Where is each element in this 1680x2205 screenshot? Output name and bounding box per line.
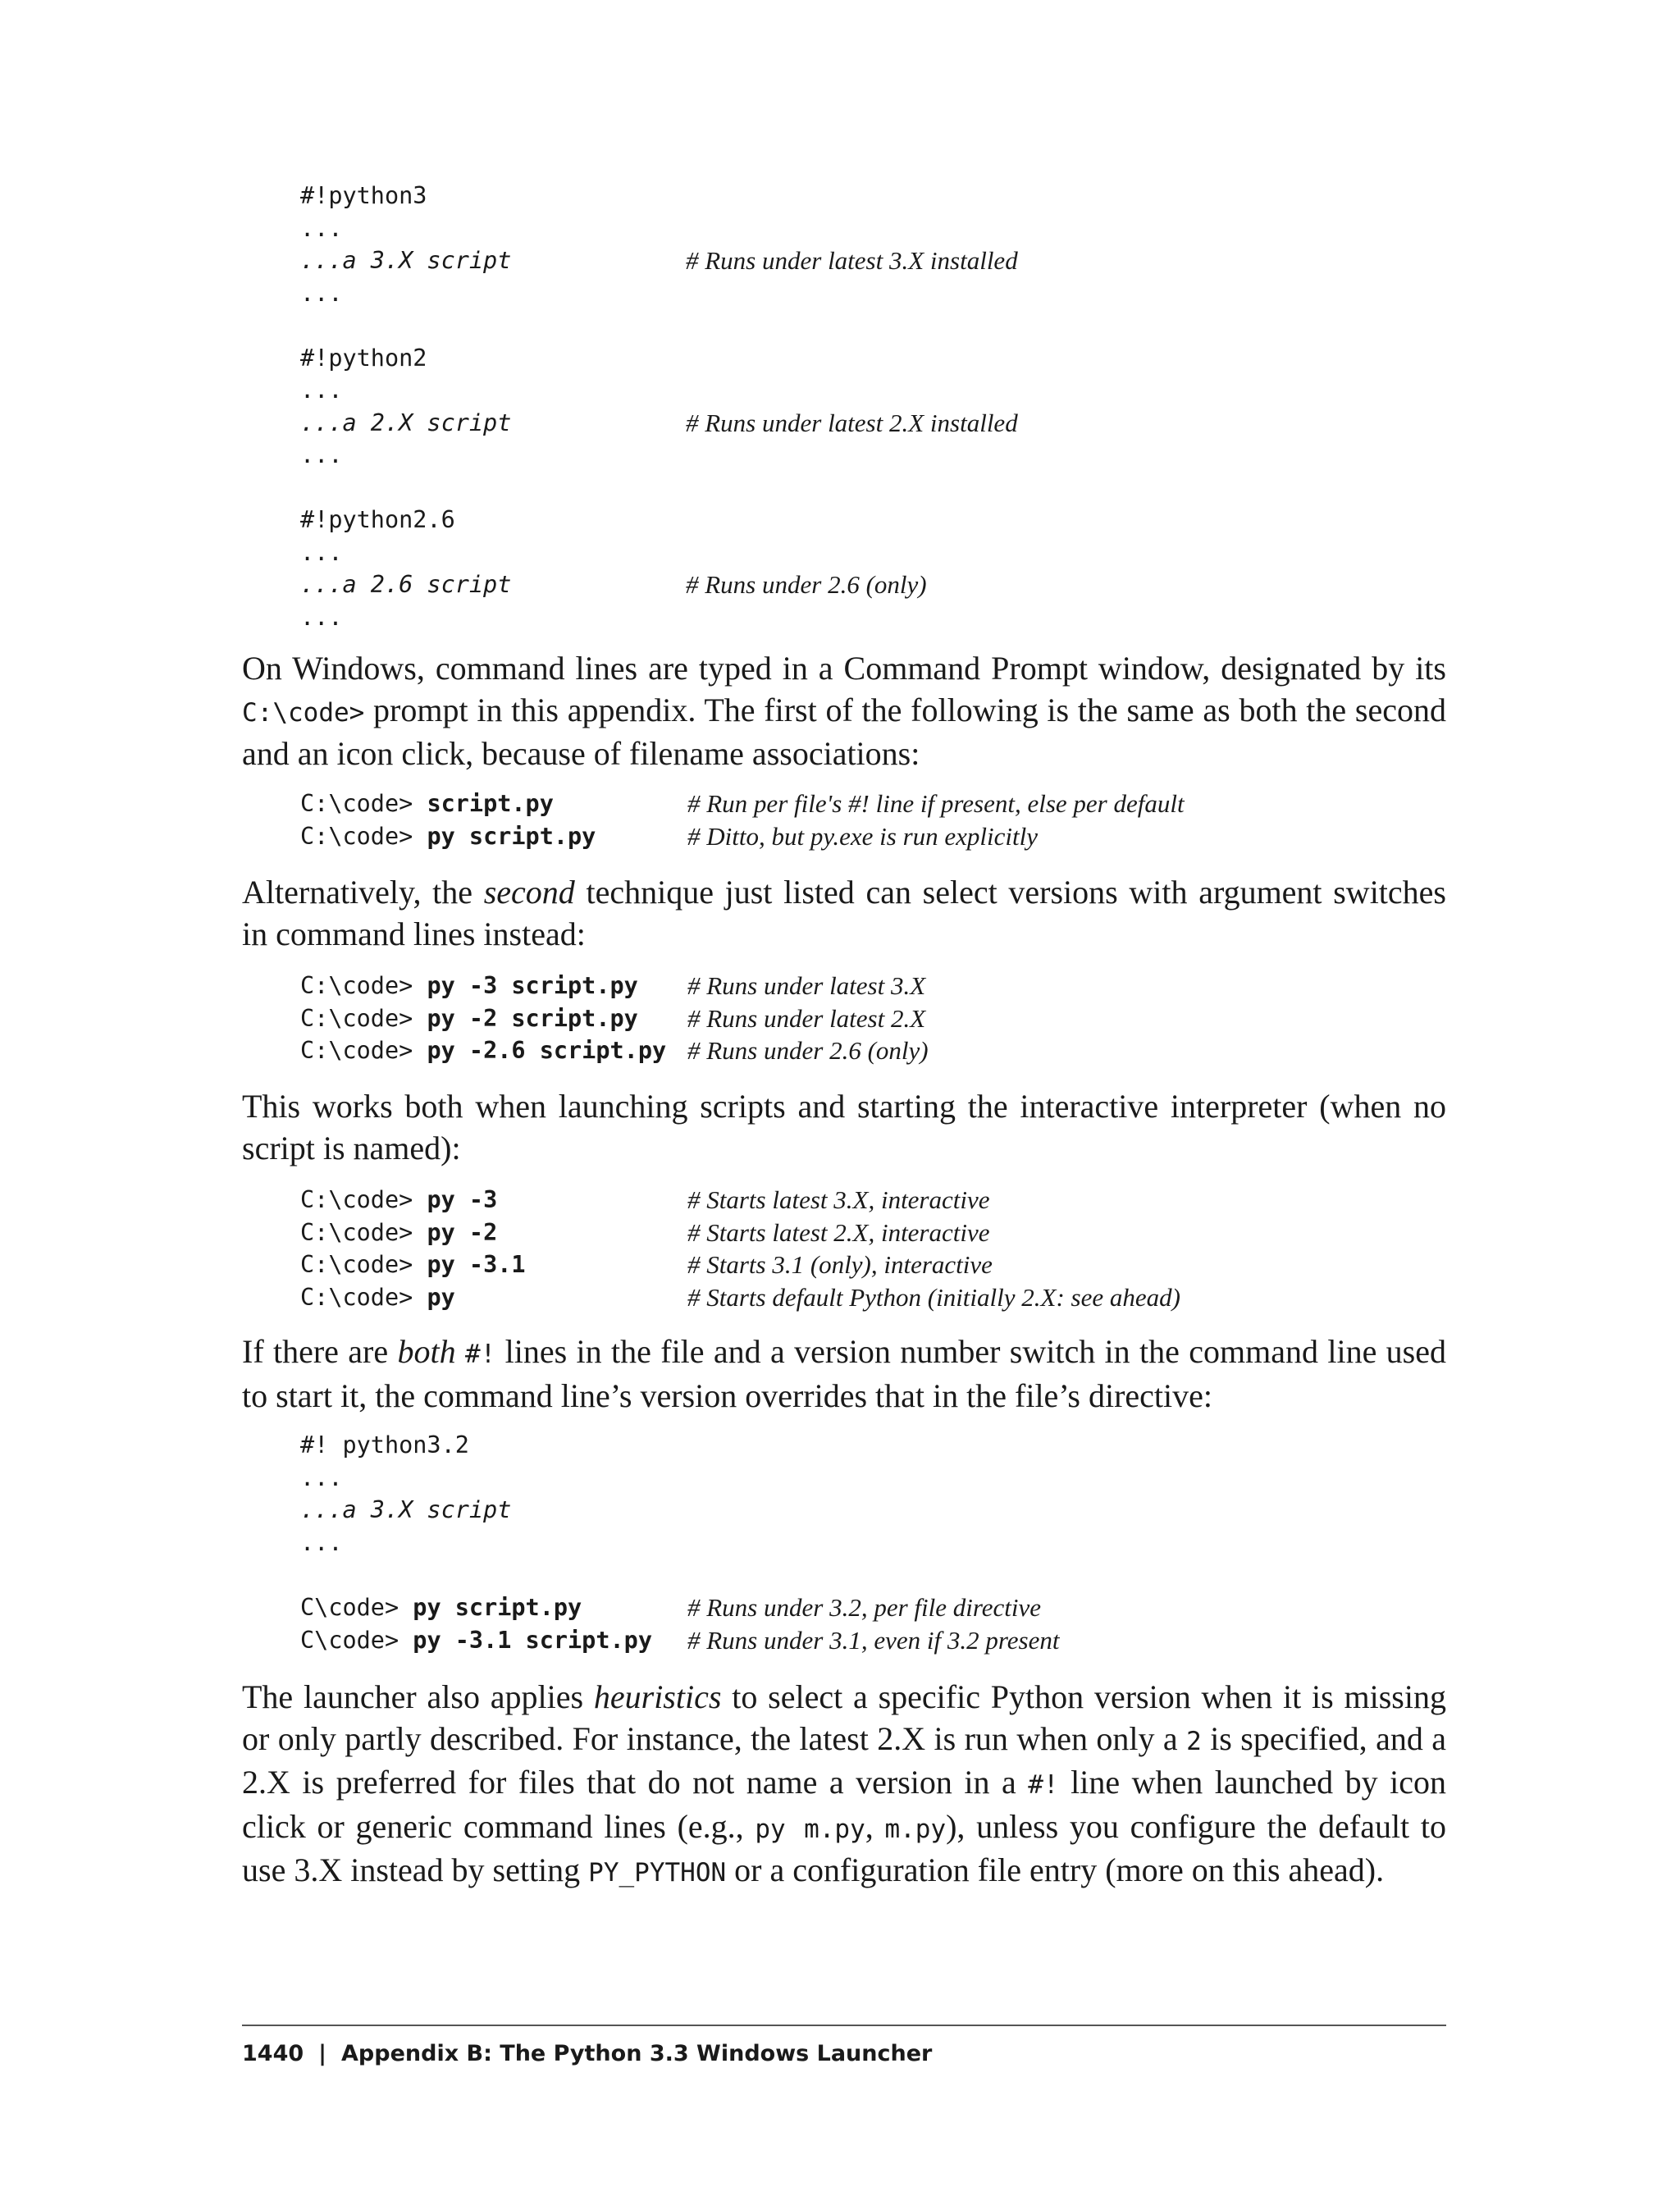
code-text: ... — [300, 214, 343, 242]
code-comment: # Starts latest 3.X, interactive — [687, 1185, 990, 1214]
command: py script.py — [427, 822, 596, 850]
code-block-version-switches — [300, 970, 1449, 1067]
footer-rule — [242, 2025, 1446, 2026]
footer-separator: | — [318, 2041, 327, 2066]
code-comment: # Runs under 2.6 (only) — [687, 1036, 929, 1065]
code-line — [300, 1249, 1449, 1281]
code-line — [300, 1184, 1449, 1217]
code-line — [300, 309, 1449, 342]
code-line — [300, 374, 1449, 407]
code-comment: # Starts default Python (initially 2.X: see ahead) — [687, 1282, 1180, 1312]
code-comment: # Runs under 2.6 (only) — [686, 570, 927, 599]
code-text: ... — [300, 377, 343, 404]
code-line — [300, 1494, 1449, 1527]
code-line — [300, 342, 1449, 375]
code-block-shebangs — [300, 180, 1449, 633]
code-line — [300, 1591, 1449, 1624]
code-line — [300, 568, 1449, 601]
inline-code: C:\code> — [242, 697, 365, 728]
code-block-directive — [300, 1429, 1449, 1559]
code-line — [300, 244, 1449, 277]
code-text: #!python2.6 — [300, 506, 455, 533]
code-text: ... — [300, 441, 343, 468]
code-comment: # Starts 3.1 (only), interactive — [687, 1250, 993, 1279]
command: py -3 — [427, 1186, 498, 1213]
body-paragraph: This works both when launching scripts and starting the interactive interpreter (when no script is named): — [242, 1088, 1446, 1166]
prompt: C:\code> — [300, 1283, 427, 1311]
prompt: C:\code> — [300, 1004, 427, 1032]
code-text: ...a 3.X script — [300, 1496, 512, 1523]
prompt: C\code> — [300, 1626, 413, 1654]
code-text: ...a 2.X script — [300, 409, 512, 436]
code-line — [300, 180, 1449, 212]
code-line — [300, 1429, 1449, 1462]
prompt: C:\code> — [300, 1037, 427, 1064]
code-line — [300, 1281, 1449, 1314]
code-line — [300, 1462, 1449, 1495]
code-text: ... — [300, 603, 343, 631]
code-text: ... — [300, 1528, 343, 1556]
code-line — [300, 472, 1449, 504]
code-comment: # Runs under latest 3.X installed — [686, 246, 1018, 275]
command: py -2 script.py — [427, 1004, 638, 1032]
prompt: C\code> — [300, 1594, 413, 1621]
command: py script.py — [413, 1594, 582, 1621]
code-comment: # Runs under latest 2.X — [687, 1003, 926, 1033]
code-text: #!python3 — [300, 182, 427, 209]
body-paragraph: Alternatively, the second technique just listed can select versions with argument switches in command lines instead: — [242, 874, 1446, 952]
code-comment: # Runs under latest 3.X — [687, 971, 926, 1000]
code-block-interactive — [300, 1184, 1449, 1313]
code-text: ...a 2.6 script — [300, 571, 512, 598]
body-paragraph: On Windows, command lines are typed in a Command Prompt window, designated by its C:\code> prompt in this appendix. The first of the following is the same as both the second and an icon click, because of filename associations: — [242, 650, 1446, 772]
code-text: #!python2 — [300, 344, 427, 372]
prompt: C:\code> — [300, 1186, 427, 1213]
prompt: C:\code> — [300, 790, 427, 817]
command: py -3.1 script.py — [413, 1626, 652, 1654]
code-line — [300, 1002, 1449, 1035]
page-footer — [242, 2038, 932, 2070]
code-text: ...a 3.X script — [300, 247, 512, 274]
command: py -2 — [427, 1218, 498, 1246]
code-line — [300, 439, 1449, 472]
command: py -3.1 — [427, 1251, 526, 1278]
code-block-run-script — [300, 788, 1449, 852]
inline-code: m.py — [884, 1814, 947, 1844]
body-paragraph: If there are both #! lines in the file and a version number switch in the command line used to start it, the command line’s version overrides that in the file’s directive: — [242, 1333, 1446, 1414]
inline-code: 2 — [1186, 1726, 1202, 1756]
prompt: C:\code> — [300, 822, 427, 850]
code-line — [300, 277, 1449, 310]
code-line — [300, 970, 1449, 1002]
code-comment: # Runs under 3.1, even if 3.2 present — [687, 1625, 1060, 1655]
code-line — [300, 1624, 1449, 1657]
code-comment: # Starts latest 2.X, interactive — [687, 1217, 990, 1247]
inline-code: #! — [464, 1340, 496, 1369]
code-line — [300, 504, 1449, 536]
command: py — [427, 1283, 455, 1311]
code-comment: # Ditto, but py.exe is run explicitly — [687, 821, 1039, 851]
code-line — [300, 407, 1449, 440]
command: py -2.6 script.py — [427, 1037, 667, 1064]
code-line — [300, 788, 1449, 820]
code-line — [300, 212, 1449, 245]
prompt: C:\code> — [300, 972, 427, 999]
code-line — [300, 536, 1449, 569]
command: script.py — [427, 790, 554, 817]
code-line — [300, 1034, 1449, 1067]
inline-code: PY_PYTHON — [588, 1858, 727, 1888]
code-block-override — [300, 1591, 1449, 1656]
inline-code: py m.py — [755, 1814, 865, 1844]
prompt: C:\code> — [300, 1218, 427, 1246]
code-line — [300, 1217, 1449, 1249]
code-line — [300, 1527, 1449, 1559]
code-comment: # Run per file's #! line if present, else per default — [687, 789, 1185, 818]
code-text: ... — [300, 279, 343, 307]
code-comment: # Runs under 3.2, per file directive — [687, 1593, 1042, 1622]
code-line — [300, 820, 1449, 853]
prompt: C:\code> — [300, 1251, 427, 1278]
body-paragraph: The launcher also applies heuristics to select a specific Python version when it is missing or only partly described. For instance, the latest 2.X is run when only a 2 is specified, and a 2.X is preferred for files that do not name a version in a #! line when launched by icon click or generic command lines (e.g., py m.py, m.py), unless you configure the default to use 3.X instead by setting PY_PYTHON or a configuration file entry (more on this ahead). — [242, 1678, 1447, 1888]
page-number: 1440 — [242, 2041, 304, 2066]
code-text: ... — [300, 538, 343, 566]
command: py -3 script.py — [427, 972, 638, 999]
code-text: #! python3.2 — [300, 1431, 469, 1459]
code-text: ... — [300, 1463, 343, 1491]
code-comment: # Runs under latest 2.X installed — [686, 408, 1018, 437]
code-line — [300, 601, 1449, 634]
running-header: Appendix B: The Python 3.3 Windows Launcher — [341, 2041, 933, 2066]
inline-code: #! — [1028, 1770, 1059, 1800]
